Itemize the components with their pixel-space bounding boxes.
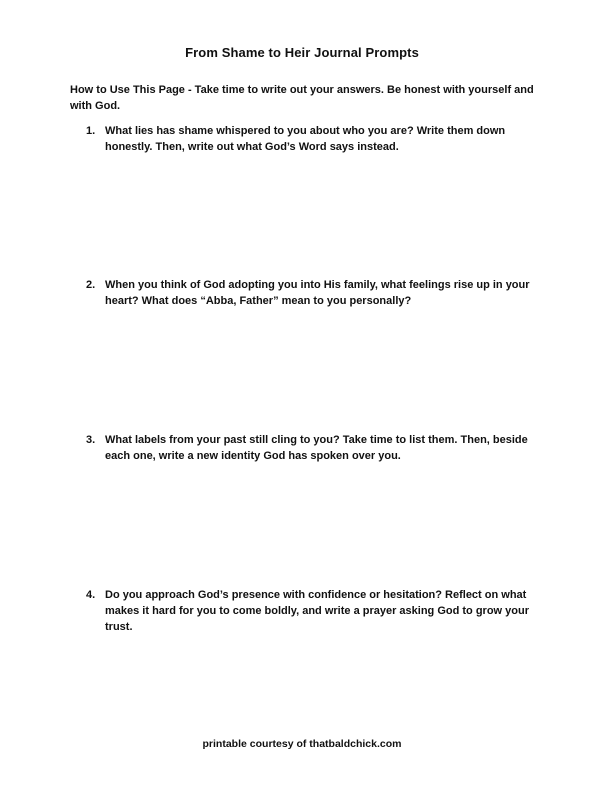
prompt-text: What lies has shame whispered to you about who you are? Write them down honestly. Then, write out what God’s Word says instead. xyxy=(105,125,506,153)
prompt-number: 3. xyxy=(86,434,96,446)
prompt-text: Do you approach God’s presence with confidence or hesitation? Reflect on what makes it hard for you to come boldly, and write a prayer asking God to grow your trust. xyxy=(105,589,529,633)
footer-credit: printable courtesy of thatbaldchick.com xyxy=(202,738,402,750)
prompt-number: 4. xyxy=(86,589,96,601)
prompt-number: 1. xyxy=(86,125,96,137)
journal-prompt xyxy=(86,432,536,464)
prompt-text: What labels from your past still cling to you? Take time to list them. Then, beside each one, write a new identity God has spoken over you. xyxy=(105,434,528,462)
page-title: From Shame to Heir Journal Prompts xyxy=(185,45,419,60)
journal-prompt xyxy=(86,277,536,309)
intro-text: How to Use This Page - Take time to write out your answers. Be honest with yourself and with God. xyxy=(70,84,534,112)
journal-prompt xyxy=(86,123,536,155)
journal-prompt xyxy=(86,587,536,635)
prompt-number: 2. xyxy=(86,279,96,291)
prompt-text: When you think of God adopting you into His family, what feelings rise up in your heart? What does “Abba, Father” mean to you personally? xyxy=(105,279,530,307)
